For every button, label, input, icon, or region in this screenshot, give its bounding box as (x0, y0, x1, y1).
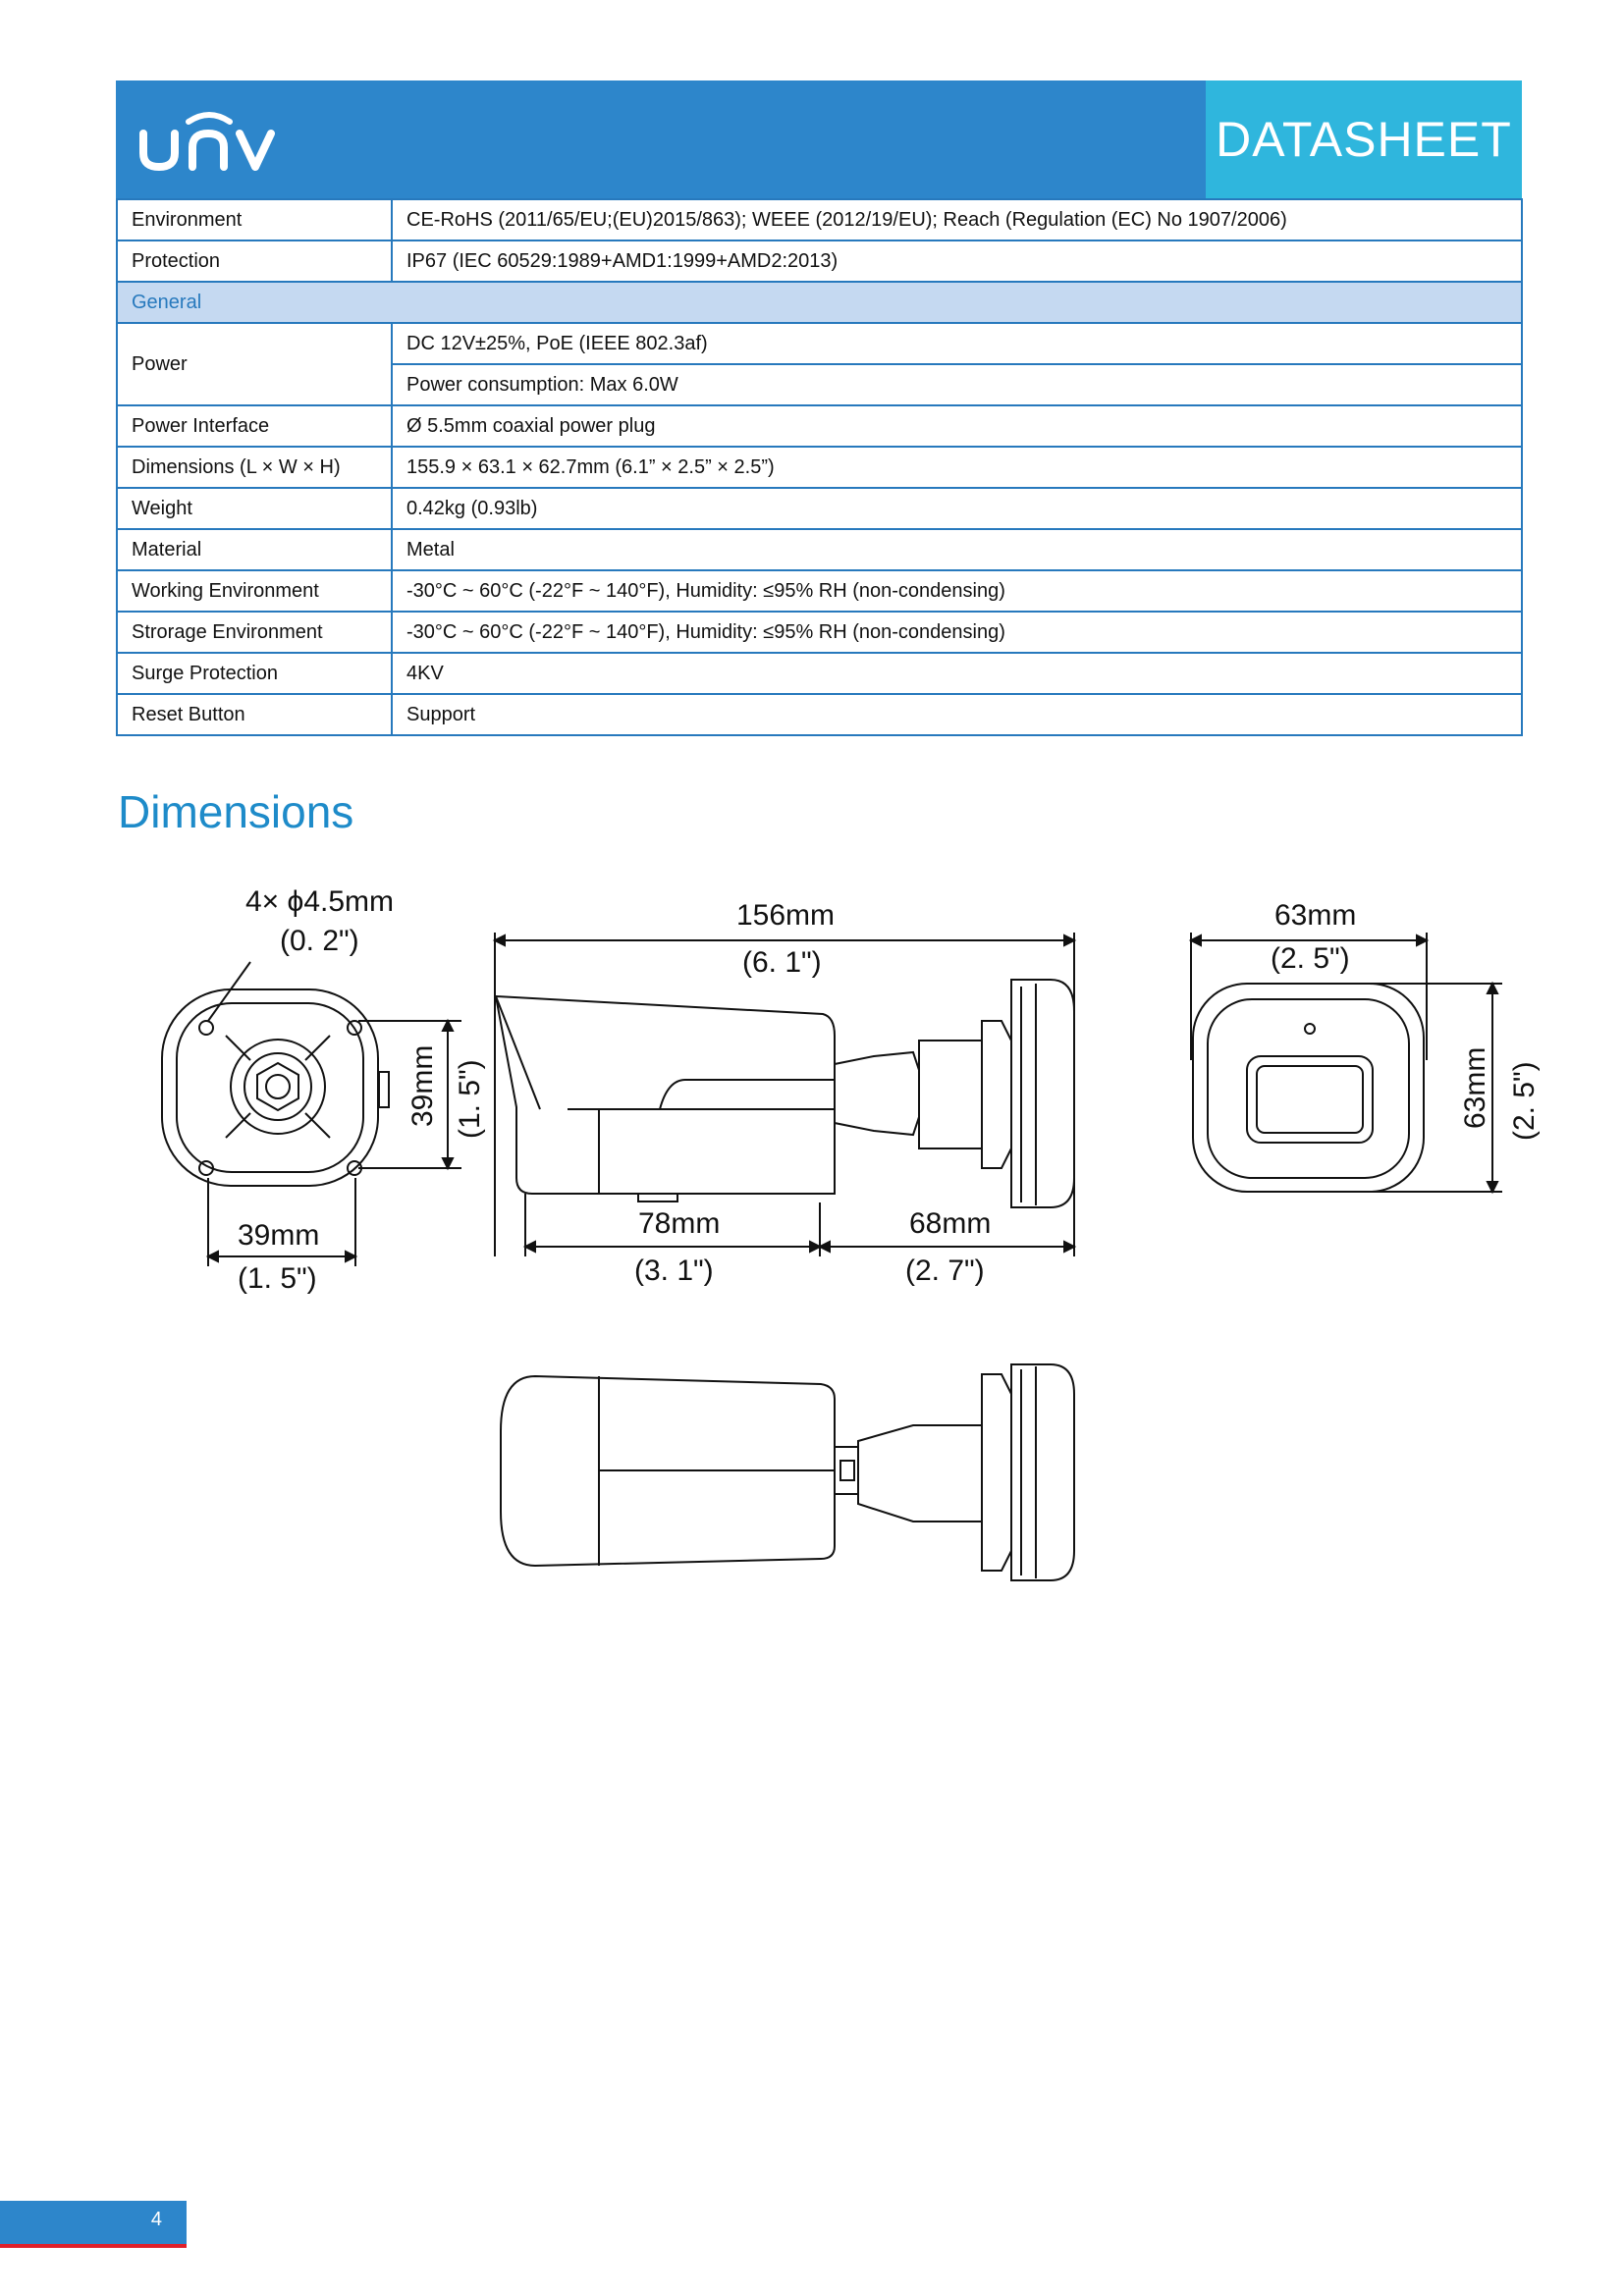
body-length-mm: 78mm (638, 1207, 721, 1240)
cell-value: Support (392, 694, 1522, 735)
cell-label: Weight (117, 488, 392, 529)
table-row (117, 488, 1522, 529)
cell-label: Working Environment (117, 570, 392, 612)
cell-label: Protection (117, 240, 392, 282)
table-row (117, 653, 1522, 694)
cell-value: IP67 (IEC 60529:1989+AMD1:1999+AMD2:2013) (392, 240, 1522, 282)
cell-value: Metal (392, 529, 1522, 570)
cell-label: Reset Button (117, 694, 392, 735)
cell-value: -30°C ~ 60°C (-22°F ~ 140°F), Humidity: ≤95% RH (non-condensing) (392, 570, 1522, 612)
dimension-drawing (147, 864, 1541, 1629)
cell-label: Power (117, 323, 392, 405)
table-row (117, 199, 1522, 240)
table-row (117, 405, 1522, 447)
brand-area (116, 80, 1206, 198)
unv-logo (137, 106, 285, 173)
table-row (117, 447, 1522, 488)
section-row-general (117, 282, 1522, 323)
cell-label: Environment (117, 199, 392, 240)
length-in: (6. 1") (742, 946, 822, 979)
cell-value: -30°C ~ 60°C (-22°F ~ 140°F), Humidity: ≤95% RH (non-condensing) (392, 612, 1522, 653)
cell-value: 0.42kg (0.93lb) (392, 488, 1522, 529)
table-row (117, 529, 1522, 570)
length-mm: 156mm (736, 899, 836, 932)
front-width-mm: 63mm (1274, 899, 1357, 932)
section-label: General (117, 282, 1522, 323)
table-row (117, 240, 1522, 282)
table-row (117, 612, 1522, 653)
dimensions-title: Dimensions (118, 786, 354, 837)
front-height-in: (2. 5") (1508, 1061, 1541, 1141)
bracket-length-mm: 68mm (909, 1207, 992, 1240)
body-length-in: (3. 1") (634, 1255, 714, 1287)
base-height-mm: 39mm (406, 1044, 439, 1127)
cell-label: Strorage Environment (117, 612, 392, 653)
datasheet-tag: DATASHEET (1206, 80, 1522, 198)
cell-value: 4KV (392, 653, 1522, 694)
hole-size-mm: 4× ϕ4.5mm (245, 885, 395, 918)
front-height-mm: 63mm (1459, 1046, 1491, 1129)
base-height-in: (1. 5") (454, 1059, 486, 1139)
bracket-length-in: (2. 7") (905, 1255, 985, 1287)
base-width-mm: 39mm (238, 1219, 320, 1252)
hole-size-in: (0. 2") (280, 925, 359, 957)
cell-value: CE-RoHS (2011/65/EU;(EU)2015/863); WEEE (2012/19/EU); Reach (Regulation (EC) No 1907/2006) (392, 199, 1522, 240)
base-width-in: (1. 5") (238, 1262, 317, 1295)
table-row (117, 694, 1522, 735)
table-row (117, 570, 1522, 612)
cell-value: 155.9 × 63.1 × 62.7mm (6.1” × 2.5” × 2.5”) (392, 447, 1522, 488)
front-width-in: (2. 5") (1271, 942, 1350, 975)
footer-accent-line (0, 2244, 187, 2248)
cell-value: DC 12V±25%, PoE (IEEE 802.3af) (392, 323, 1522, 364)
cell-label: Surge Protection (117, 653, 392, 694)
header-banner (116, 80, 1522, 198)
table-row (117, 323, 1522, 364)
cell-label: Dimensions (L × W × H) (117, 447, 392, 488)
cell-label: Power Interface (117, 405, 392, 447)
page-number: 4 (150, 2209, 162, 2230)
cell-value: Power consumption: Max 6.0W (392, 364, 1522, 405)
cell-label: Material (117, 529, 392, 570)
top-view (501, 1364, 1074, 1580)
cell-value: Ø 5.5mm coaxial power plug (392, 405, 1522, 447)
page-footer (0, 2201, 187, 2244)
spec-table (116, 198, 1523, 736)
